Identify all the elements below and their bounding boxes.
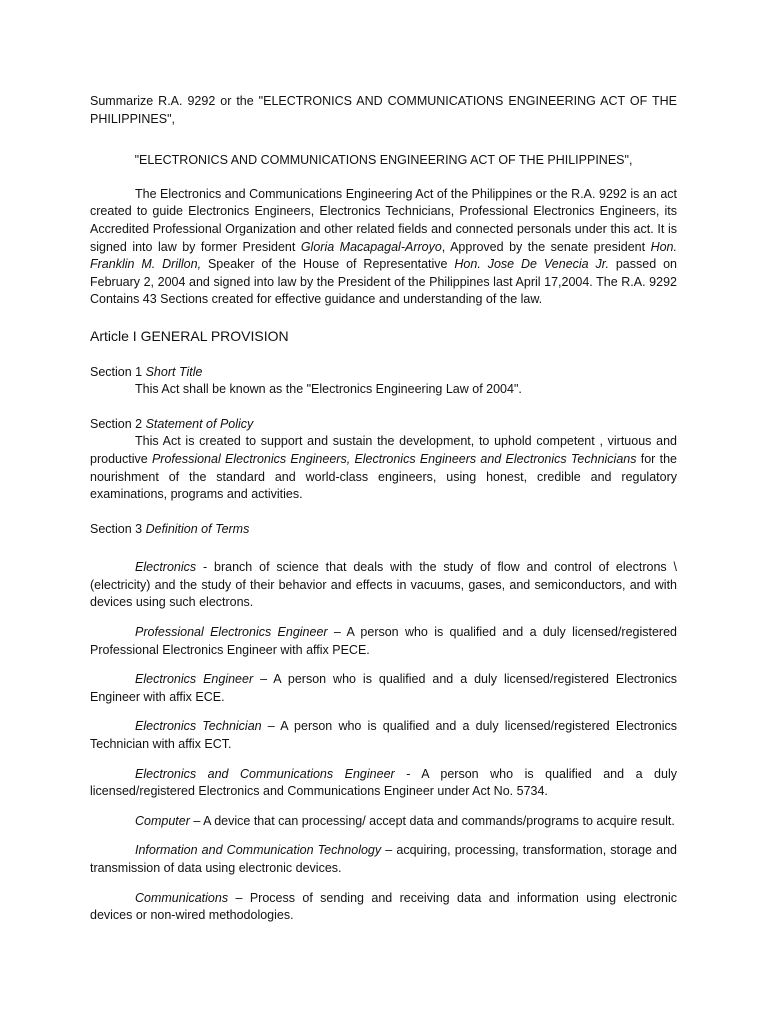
prompt-text: Summarize R.A. 9292 or the "ELECTRONICS AND COMMUNICATIONS ENGINEERING ACT OF THE PHILIPPINES", [90, 94, 677, 126]
section-1-heading [90, 364, 677, 382]
definition-term: Communications [135, 890, 229, 905]
document-page [90, 93, 677, 925]
section-1-label: Section 1 [90, 364, 146, 379]
definition-term: Electronics Engineer [135, 672, 254, 687]
definition-text: - A person who is qualified and a duly licensed/registered Electronics and Communications Engineer under Act No. 5734. [90, 766, 677, 799]
definition-item [90, 813, 677, 831]
definition-text: – A person who is qualified and a duly licensed/registered Electronics Technician with affix ECT. [90, 719, 677, 752]
definition-item [90, 766, 677, 801]
section-3-label: Section 3 [90, 521, 146, 536]
intro-paragraph [90, 186, 677, 309]
intro-speaker: Hon. Jose De Venecia Jr. [454, 257, 609, 272]
intro-senate-president: Hon. Franklin M. Drillon, [90, 239, 677, 272]
definition-item [90, 842, 677, 877]
intro-text-1: The Electronics and Communications Engineering Act of the Philippines or the R.A. 9292 is an act created to guide Electronics Engineers, Electronics Technicians, Professional Electronics Engineers, its Accredited Professional Organization and other related fields and connected personals under this act. It is signed into law by former President [90, 186, 677, 254]
definition-item [90, 624, 677, 659]
section-2-name: Statement of Policy [145, 416, 254, 431]
intro-text-2: , Approved by the senate president [441, 239, 651, 254]
section-1-body: This Act shall be known as the "Electronics Engineering Law of 2004". [135, 382, 522, 397]
definition-text: – A person who is qualified and a duly licensed/registered Electronics Engineer with affix ECE. [90, 672, 677, 704]
section-2-label: Section 2 [90, 416, 146, 431]
intro-president: Gloria Macapagal-Arroyo [300, 239, 442, 254]
definition-term: Electronics and Communications Engineer [135, 766, 395, 781]
definition-text: – A device that can processing/ accept data and commands/programs to acquire result. [189, 813, 675, 828]
definition-text: – Process of sending and receiving data and information using electronic devices or non-wired methodologies. [90, 890, 677, 923]
definition-term: Information and Communication Technology [135, 843, 382, 858]
section-2-body [90, 433, 677, 503]
definition-term: Electronics Technician [135, 719, 262, 734]
section-3-heading [90, 521, 677, 539]
article-heading: Article I GENERAL PROVISION [90, 327, 289, 344]
section-2-body-b: for the nourishment of the standard and world-class engineers, using honest, credible and regulatory examinations, programs and activities. [90, 451, 677, 502]
definition-text: – acquiring, processing, transformation, storage and transmission of data using electronic devices. [90, 843, 677, 875]
definition-term: Computer [135, 813, 190, 828]
section-3-name: Definition of Terms [145, 521, 250, 536]
definition-term: Electronics [135, 560, 197, 575]
definition-item [90, 718, 677, 753]
definition-text: – A person who is qualified and a duly licensed/registered Professional Electronics Engineer with affix PECE. [90, 625, 677, 657]
intro-text-3: Speaker of the House of Representative [201, 257, 455, 272]
intro-text-4: passed on February 2, 2004 and signed into law by the President of the Philippines last April 17,2004. The R.A. 9292 Contains 43 Sections created for effective guidance and understanding of the law. [90, 257, 677, 307]
definition-item [90, 671, 677, 706]
document-title: "ELECTRONICS AND COMMUNICATIONS ENGINEERING ACT OF THE PHILIPPINES", [134, 153, 633, 168]
section-1-name: Short Title [145, 364, 203, 379]
definition-term: Professional Electronics Engineer [135, 625, 328, 640]
section-2-body-a: This Act is created to support and sustain the development, to uphold competent , virtuous and productive [90, 434, 677, 466]
definition-item [90, 890, 677, 925]
section-2-body-emphasis: Professional Electronics Engineers, Electronics Engineers and Electronics Technicians [151, 451, 637, 466]
definition-text: - branch of science that deals with the study of flow and control of electrons \ (electricity) and the study of their behavior and effects in vacuums, gases, and semiconductors, and with devices using such electrons. [90, 560, 677, 610]
section-2-heading [90, 416, 677, 434]
definition-item [90, 559, 677, 612]
